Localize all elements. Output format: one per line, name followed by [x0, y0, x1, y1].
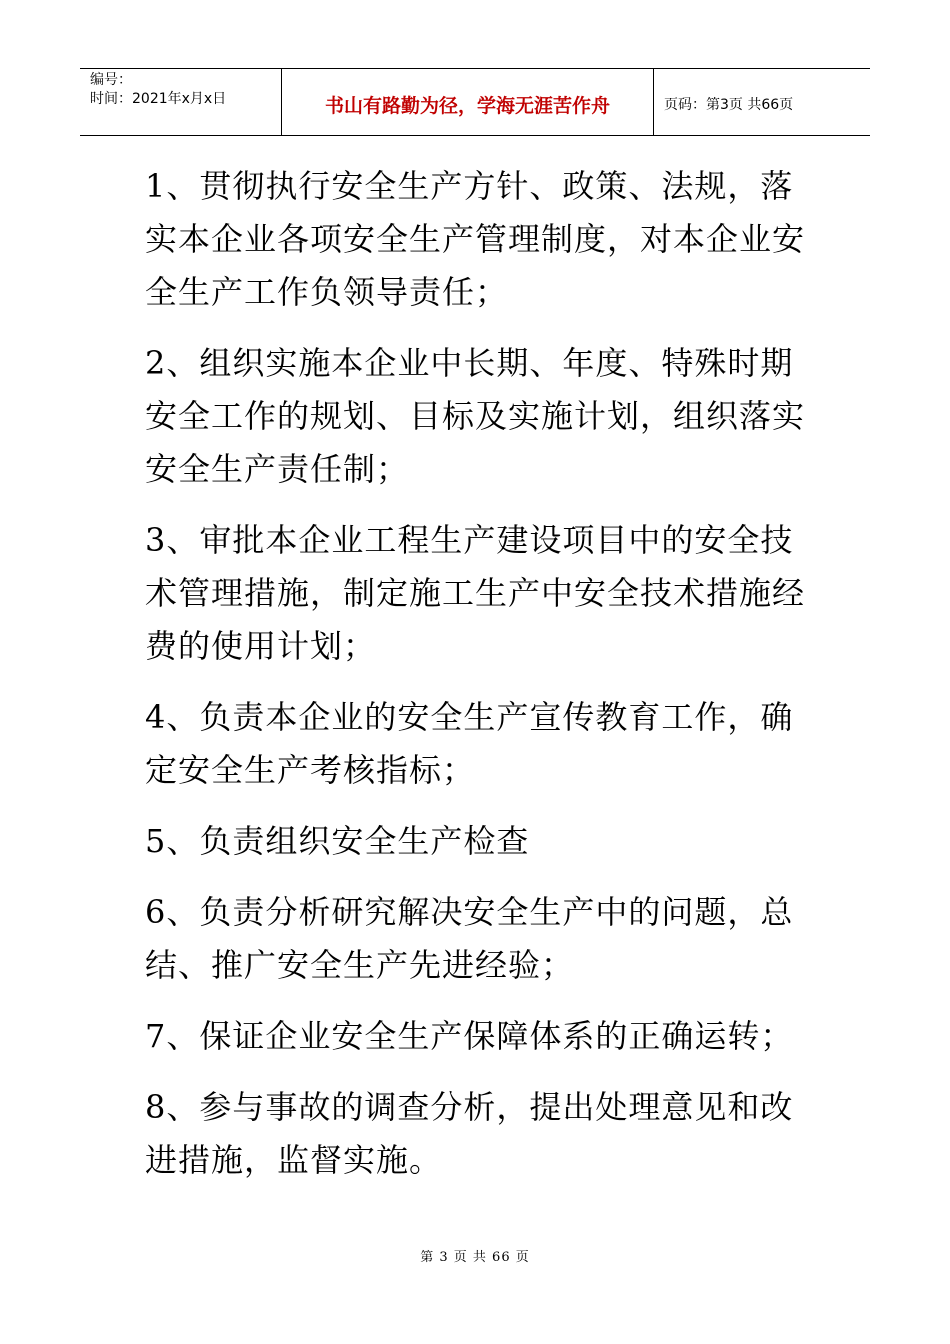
list-item: 6、负责分析研究解决安全生产中的问题，总结、推广安全生产先进经验；	[145, 893, 794, 984]
header-motto: 书山有路勤为径，学海无涯苦作舟	[282, 69, 654, 135]
list-item: 2、组织实施本企业中长期、年度、特殊时期安全工作的规划、目标及实施计划，组织落实安全生产责任制；	[145, 344, 806, 488]
page-footer: 第 3 页 共 66 页	[420, 1250, 530, 1265]
document-time-label: 时间：2021年x月x日	[90, 91, 227, 107]
header-page-info: 页码：第3页 共66页	[664, 97, 794, 113]
list-item: 7、保证企业安全生产保障体系的正确运转；	[145, 1017, 794, 1055]
list-item: 4、负责本企业的安全生产宣传教育工作，确定安全生产考核指标；	[145, 698, 794, 789]
list-item: 1、贯彻执行安全生产方针、政策、法规，落实本企业各项安全生产管理制度，对本企业安全生产工作负领导责任；	[145, 167, 806, 311]
document-meta	[80, 69, 282, 135]
document-body	[145, 160, 815, 1205]
list-item: 5、负责组织安全生产检查	[145, 822, 530, 860]
page-header	[80, 68, 870, 136]
document-number-label: 编号：	[90, 72, 132, 88]
list-item: 3、审批本企业工程生产建设项目中的安全技术管理措施，制定施工生产中安全技术措施经费的使用计划；	[145, 521, 806, 665]
list-item: 8、参与事故的调查分析，提出处理意见和改进措施，监督实施。	[145, 1088, 794, 1179]
